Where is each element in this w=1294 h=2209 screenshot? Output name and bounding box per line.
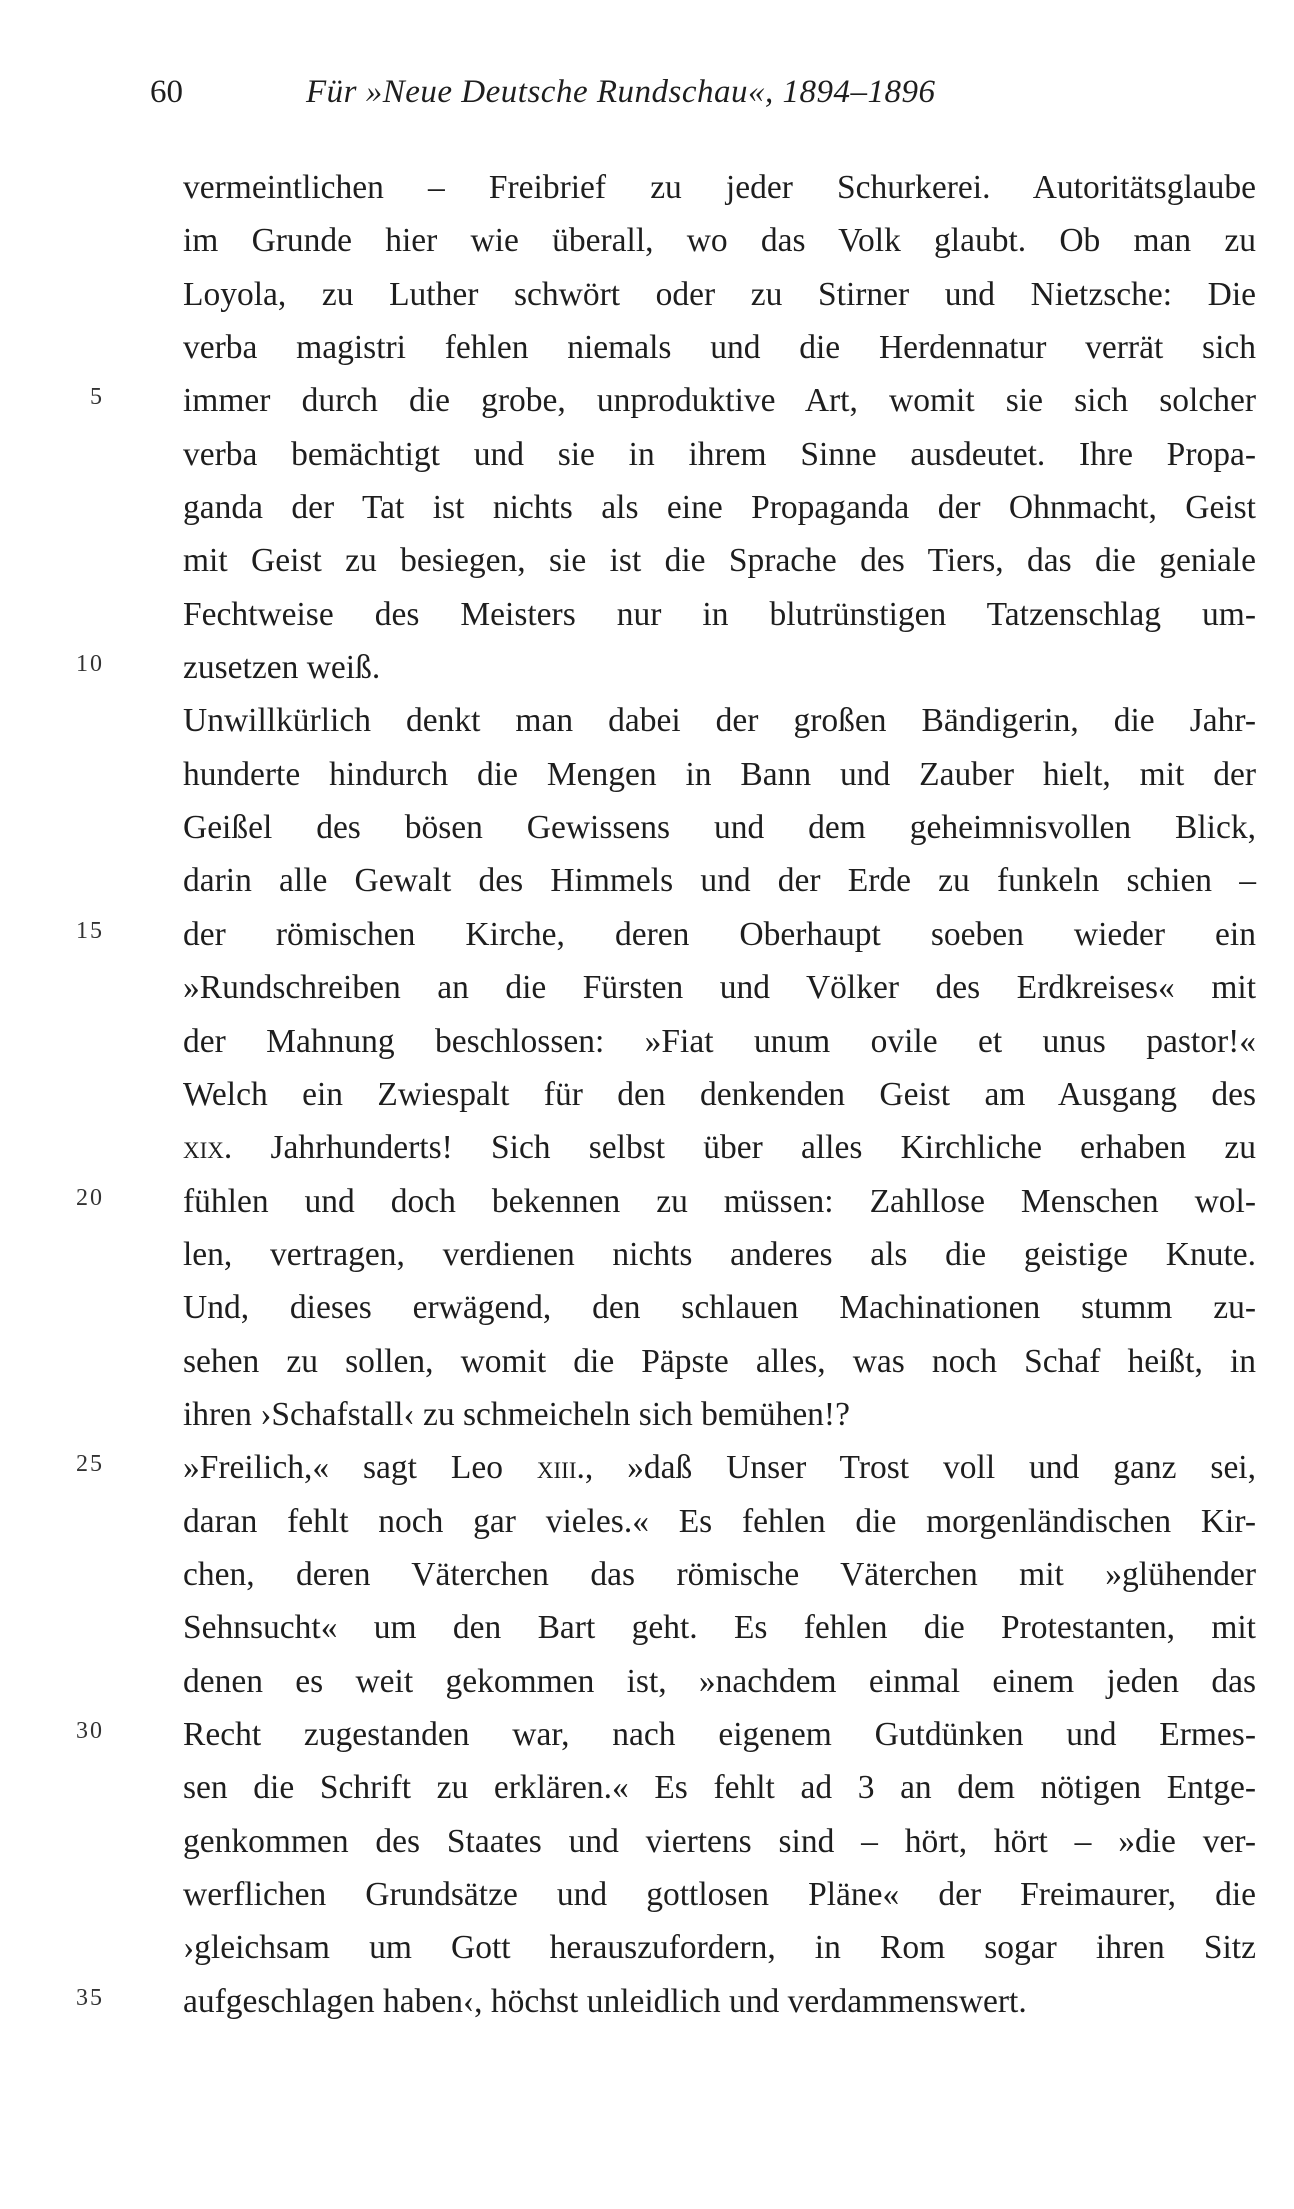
page-header [0, 74, 1294, 118]
text-line [0, 1548, 1294, 1601]
line-text [183, 1601, 1256, 1654]
text-line [0, 1015, 1294, 1068]
line-text [183, 801, 1256, 854]
line-text [183, 1548, 1256, 1601]
text-line [0, 1975, 1294, 2028]
line-text [183, 854, 1256, 907]
text-segment: len, vertragen, verdienen nichts anderes als die geistige Knute. [183, 1235, 1256, 1273]
line-text [183, 268, 1256, 321]
line-text [183, 1868, 1256, 1921]
text-line [0, 908, 1294, 961]
text-line [0, 374, 1294, 427]
line-text [183, 1228, 1256, 1281]
text-segment: hunderte hindurch die Mengen in Bann und Zauber hielt, mit der [183, 755, 1256, 793]
text-segment: »Freilich,« sagt Leo [183, 1449, 537, 1487]
text-segment: Jahrhunderts! Sich selbst über alles Kirchliche erhaben zu [232, 1129, 1256, 1167]
line-text [183, 1495, 1256, 1548]
line-number: 35 [76, 1984, 104, 2011]
line-text [183, 1441, 1256, 1494]
line-text [183, 694, 1256, 747]
text-segment: daran fehlt noch gar vieles.« Es fehlen die morgenländischen Kir- [183, 1502, 1256, 1540]
line-text [183, 161, 1256, 214]
line-text [183, 214, 1256, 267]
text-segment: ganda der Tat ist nichts als eine Propaganda der Ohnmacht, Geist [183, 489, 1256, 527]
text-segment: verba bemächtigt und sie in ihrem Sinne ausdeutet. Ihre Propa- [183, 435, 1256, 473]
text-line [0, 1281, 1294, 1334]
text-line [0, 588, 1294, 641]
line-text [183, 374, 1256, 427]
text-segment: Recht zugestanden war, nach eigenem Gutdünken und Ermes- [183, 1715, 1256, 1753]
text-segment: Und, dieses erwägend, den schlauen Machinationen stumm zu- [183, 1289, 1256, 1327]
text-line [0, 694, 1294, 747]
text-segment: Fechtweise des Meisters nur in blutrünstigen Tatzenschlag um- [183, 595, 1256, 633]
line-text [183, 428, 1256, 481]
text-line [0, 1121, 1294, 1174]
line-text [183, 1335, 1256, 1388]
text-segment: genkommen des Staates und viertens sind – hört, hört – »die ver- [183, 1822, 1256, 1860]
text-segment: Sehnsucht« um den Bart geht. Es fehlen die Protestanten, mit [183, 1609, 1256, 1647]
text-line [0, 961, 1294, 1014]
text-segment: im Grunde hier wie überall, wo das Volk glaubt. Ob man zu [183, 222, 1256, 260]
text-segment: Loyola, zu Luther schwört oder zu Stirner und Nietzsche: Die [183, 275, 1256, 313]
small-caps-numeral: xiii. [536, 1449, 585, 1487]
text-line [0, 1921, 1294, 1974]
line-text [183, 1815, 1256, 1868]
text-line [0, 1228, 1294, 1281]
line-text [183, 481, 1256, 534]
text-line [0, 1601, 1294, 1654]
line-text [183, 1921, 1256, 1974]
line-number: 10 [76, 651, 104, 678]
text-segment: immer durch die grobe, unproduktive Art, womit sie sich solcher [183, 382, 1256, 420]
text-segment: denen es weit gekommen ist, »nachdem einmal einem jeden das [183, 1662, 1256, 1700]
text-line [0, 1068, 1294, 1121]
page-number: 60 [150, 74, 183, 110]
text-segment: ›gleichsam um Gott herauszufordern, in Rom sogar ihren Sitz [183, 1929, 1256, 1967]
text-segment: sehen zu sollen, womit die Päpste alles, was noch Schaf heißt, in [183, 1342, 1256, 1380]
text-line [0, 481, 1294, 534]
body-text [0, 161, 1294, 2028]
text-segment: darin alle Gewalt des Himmels und der Erde zu funkeln schien – [183, 862, 1256, 900]
text-segment: mit Geist zu besiegen, sie ist die Sprache des Tiers, das die geniale [183, 542, 1256, 580]
text-line [0, 1441, 1294, 1494]
text-segment: aufgeschlagen haben‹, höchst unleidlich und verdammenswert. [183, 1982, 1027, 2020]
text-segment: sen die Schrift zu erklären.« Es fehlt ad 3 an dem nötigen Entge- [183, 1769, 1256, 1807]
text-line [0, 801, 1294, 854]
text-segment: der Mahnung beschlossen: »Fiat unum ovile et unus pastor!« [183, 1022, 1256, 1060]
line-text [183, 641, 1256, 694]
text-line [0, 1815, 1294, 1868]
line-text [183, 961, 1256, 1014]
text-segment: »Rundschreiben an die Fürsten und Völker des Erdkreises« mit [183, 969, 1256, 1007]
line-text [183, 1015, 1256, 1068]
line-text [183, 1708, 1256, 1761]
text-line [0, 1868, 1294, 1921]
line-text [183, 1175, 1256, 1228]
running-title: Für »Neue Deutsche Rundschau«, 1894–1896 [306, 74, 936, 110]
line-text [183, 1655, 1256, 1708]
text-segment: der römischen Kirche, deren Oberhaupt soeben wieder ein [183, 915, 1256, 953]
line-text [183, 1121, 1256, 1174]
text-line [0, 1708, 1294, 1761]
line-text [183, 321, 1256, 374]
line-number: 20 [76, 1184, 104, 1211]
text-line [0, 854, 1294, 907]
line-text [183, 534, 1256, 587]
text-line [0, 268, 1294, 321]
text-segment: Unwillkürlich denkt man dabei der großen Bändigerin, die Jahr- [183, 702, 1256, 740]
line-text [183, 1761, 1256, 1814]
small-caps-numeral: xix. [183, 1129, 233, 1167]
text-line [0, 214, 1294, 267]
text-segment: chen, deren Väterchen das römische Väterchen mit »glühender [183, 1555, 1256, 1593]
text-segment: verba magistri fehlen niemals und die Herdennatur verrät sich [183, 329, 1256, 367]
line-text [183, 1975, 1256, 2028]
text-line [0, 748, 1294, 801]
text-segment: Welch ein Zwiespalt für den denkenden Geist am Ausgang des [183, 1075, 1256, 1113]
line-number: 5 [90, 384, 104, 411]
line-number: 15 [76, 917, 104, 944]
text-line [0, 641, 1294, 694]
text-segment: ihren ›Schafstall‹ zu schmeicheln sich bemühen!? [183, 1395, 850, 1433]
text-line [0, 1335, 1294, 1388]
line-number: 25 [76, 1451, 104, 1478]
line-text [183, 1281, 1256, 1334]
text-segment: werflichen Grundsätze und gottlosen Pläne« der Freimaurer, die [183, 1876, 1256, 1913]
line-text [183, 748, 1256, 801]
text-line [0, 321, 1294, 374]
text-segment: Geißel des bösen Gewissens und dem geheimnisvollen Blick, [183, 809, 1256, 847]
line-text [183, 1068, 1256, 1121]
text-segment: vermeintlichen – Freibrief zu jeder Schurkerei. Autoritätsglaube [183, 169, 1256, 206]
text-segment: zusetzen weiß. [183, 649, 381, 687]
text-line [0, 1495, 1294, 1548]
text-line [0, 1388, 1294, 1441]
line-text [183, 908, 1256, 961]
text-line [0, 534, 1294, 587]
text-line [0, 1655, 1294, 1708]
text-line [0, 428, 1294, 481]
text-line [0, 1761, 1294, 1814]
text-line [0, 161, 1294, 214]
line-number: 30 [76, 1717, 104, 1744]
line-text [183, 1388, 1256, 1441]
text-segment: , »daß Unser Trost voll und ganz sei, [584, 1449, 1256, 1487]
text-line [0, 1175, 1294, 1228]
line-text [183, 588, 1256, 641]
text-segment: fühlen und doch bekennen zu müssen: Zahllose Menschen wol- [183, 1182, 1256, 1220]
